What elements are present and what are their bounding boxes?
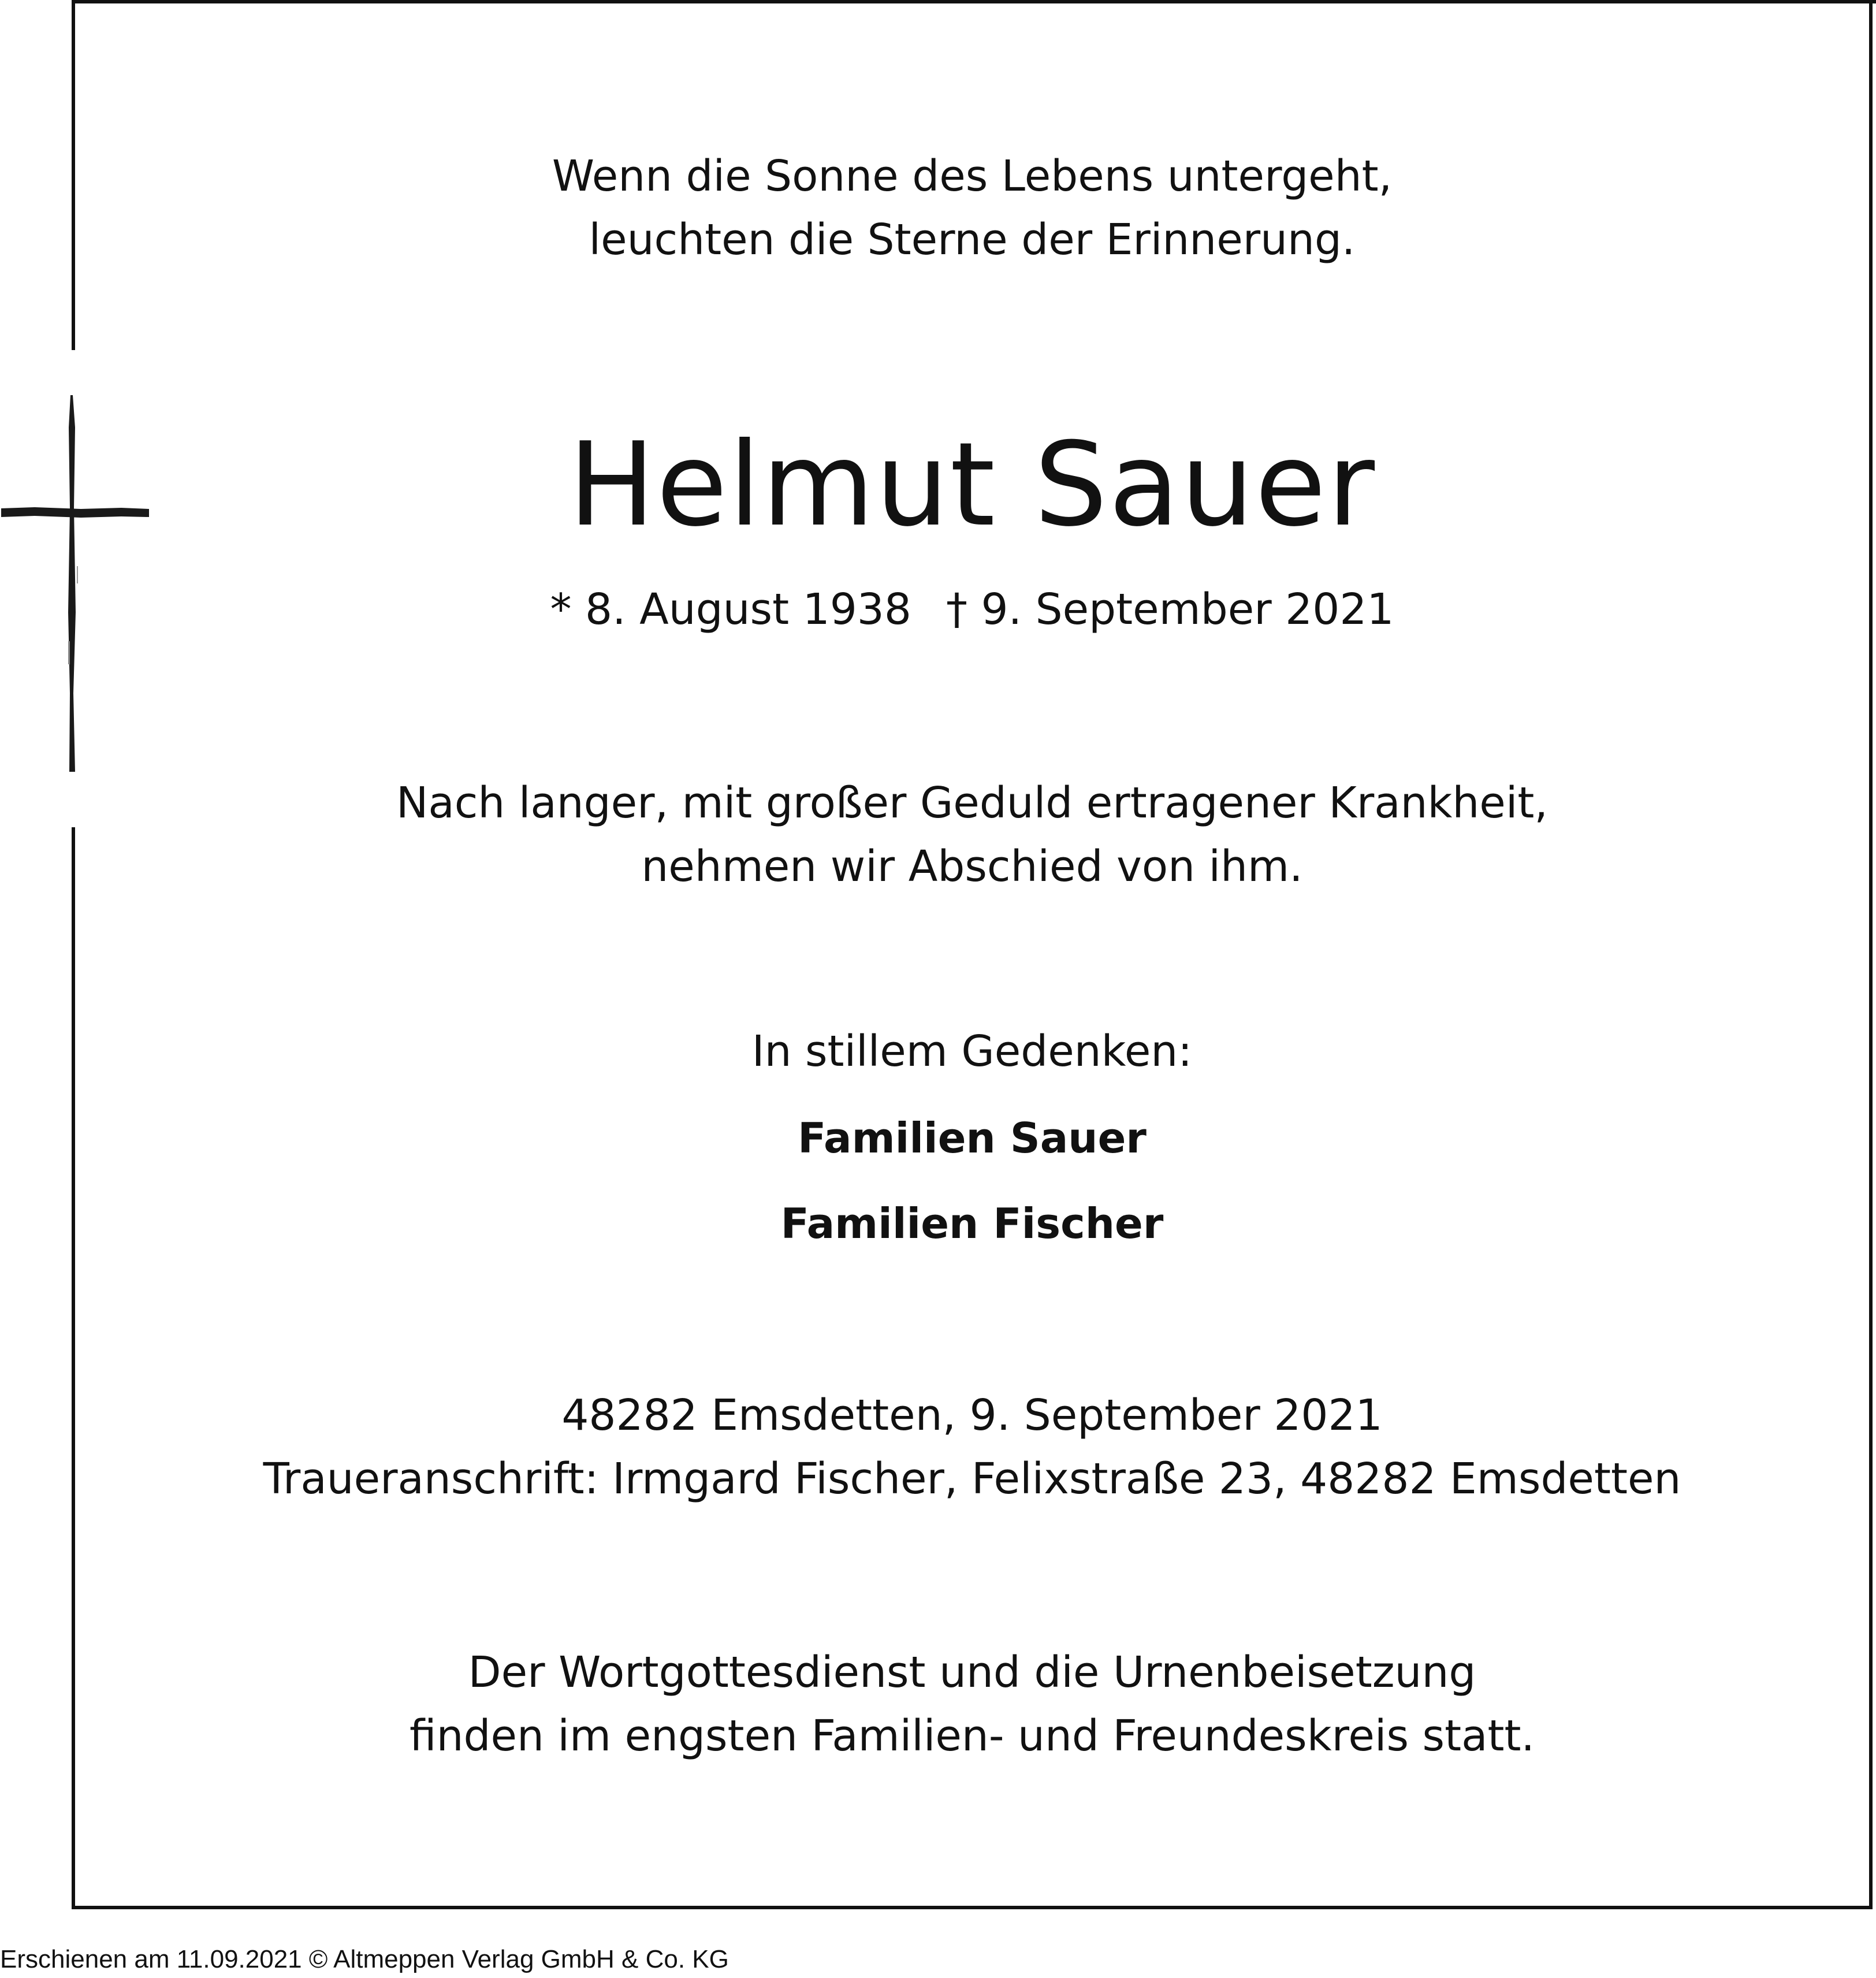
frame-bottom-border <box>72 1906 1873 1909</box>
frame-right-border <box>1869 0 1873 1909</box>
mourning-intro: In stillem Gedenken: <box>751 1027 1193 1076</box>
motto-line-2: leuchten die Sterne der Erinnerung. <box>589 215 1356 265</box>
birth-date: * 8. August 1938 <box>550 585 911 634</box>
service-info <box>75 1641 1869 1768</box>
family-fischer: Familien Fischer <box>780 1199 1164 1248</box>
death-date: † 9. September 2021 <box>946 585 1394 634</box>
place-and-address <box>75 1384 1869 1511</box>
family-sauer: Familien Sauer <box>798 1114 1147 1162</box>
motto <box>75 144 1869 272</box>
mourning-address: Traueranschrift: Irmgard Fischer, Felixstraße 23, 48282 Emsdetten <box>263 1454 1681 1504</box>
frame-top-border <box>72 0 1876 3</box>
farewell-message <box>75 771 1869 898</box>
deceased-name: Helmut Sauer <box>568 418 1376 552</box>
motto-line-1: Wenn die Sonne des Lebens untergeht, <box>552 151 1393 201</box>
life-dates <box>75 578 1869 641</box>
location-date: 48282 Emsdetten, 9. September 2021 <box>561 1390 1383 1440</box>
farewell-line-1: Nach langer, mit großer Geduld ertragener Krankheit, <box>396 778 1548 828</box>
farewell-line-2: nehmen wir Abschied von ihm. <box>641 842 1303 891</box>
publication-footer: Erschienen am 11.09.2021 © Altmeppen Verlag GmbH & Co. KG <box>0 1945 729 1973</box>
service-line-2: finden im engsten Familien- und Freundeskreis statt. <box>410 1711 1535 1761</box>
service-line-1: Der Wortgottesdienst und die Urnenbeisetzung <box>468 1648 1476 1697</box>
